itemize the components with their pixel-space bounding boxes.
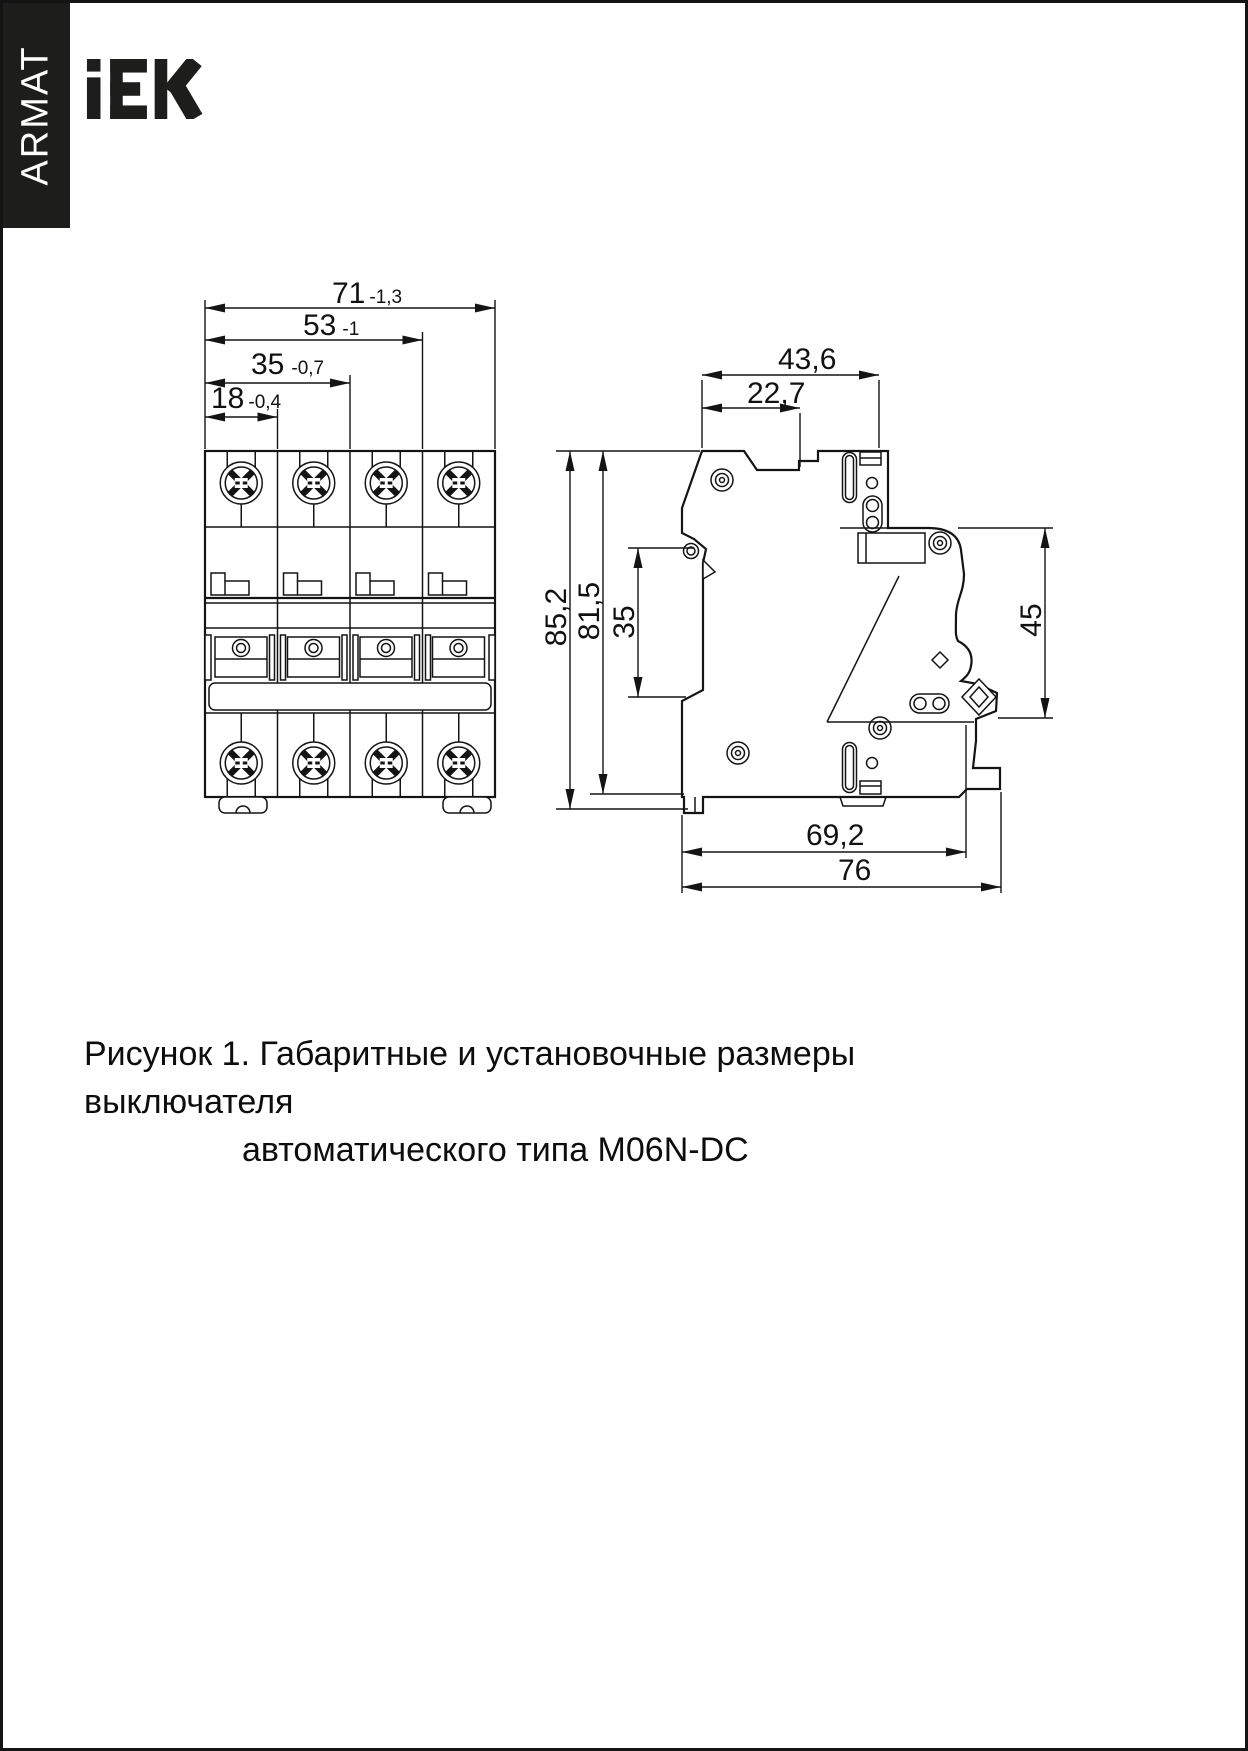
label-bar [209,683,491,710]
dim-label-85-2: 85,2 [540,587,573,647]
dim-label-43-6: 43,6 [778,343,837,376]
dim-label-69-2: 69,2 [806,819,865,852]
front-view [205,451,495,813]
dim-label-35: 35 -0,7 [251,348,325,381]
dim-label-81-5: 81,5 [573,581,606,641]
dim-label-35-side: 35 [608,605,641,639]
side-view-outline [682,451,1000,813]
dim-label-22-7: 22,7 [747,377,806,410]
mounting-tabs [219,797,491,813]
side-view [682,451,1000,813]
din-clip [840,797,886,806]
dim-label-76: 76 [838,854,872,887]
figure-caption-line1: Рисунок 1. Габаритные и установочные размеры выключателя [84,1035,856,1121]
dim-label-53: 53 -1 [303,309,360,342]
figure-caption [84,1030,1064,1174]
handle-screw [684,544,699,559]
dim-label-71: 71 -1,3 [332,277,403,310]
brand-name: ARMAT [15,45,57,186]
dim-label-18: 18 -0,4 [211,382,282,415]
front-view-dim-labels [211,277,402,415]
figure-caption-line2: автоматического типа M06N-DC [242,1131,749,1169]
dim-label-45: 45 [1015,603,1048,637]
